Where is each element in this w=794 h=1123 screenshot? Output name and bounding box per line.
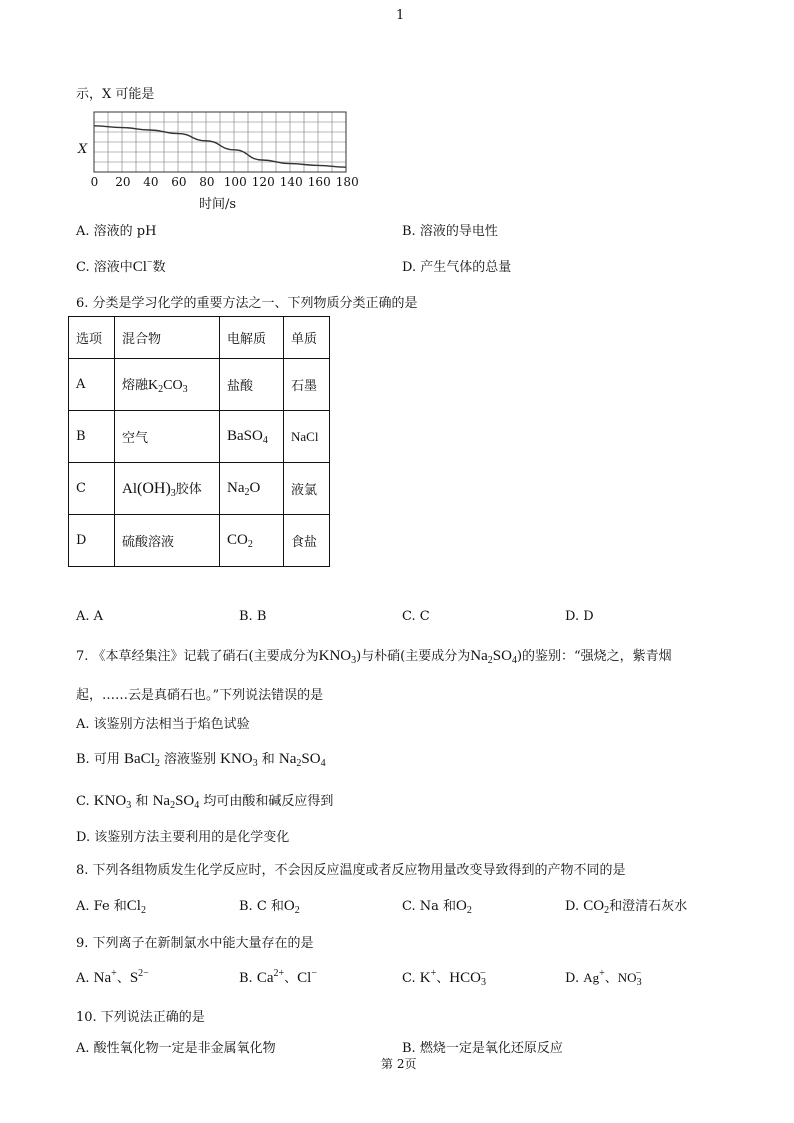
- table-cell-option: B: [69, 411, 115, 463]
- q9-option-c: C. K+、$HCO_3^-$: [402, 968, 486, 988]
- graph-x-tick-label: 80: [199, 175, 215, 189]
- q6-answer-d: D. D: [565, 609, 594, 624]
- table-header-cell: 选项: [69, 317, 115, 359]
- table-row: [69, 515, 330, 567]
- table-cell-option: C: [69, 463, 115, 515]
- table-header-cell: 单质: [284, 317, 330, 359]
- table-row: [69, 463, 330, 515]
- table-header-cell: 混合物: [115, 317, 220, 359]
- q8-option-d: D. $CO_2$和澄清石灰水: [565, 898, 688, 916]
- q7-option-d: D. 该鉴别方法主要利用的是化学变化: [76, 830, 290, 845]
- q5-option-a: A. 溶液的 pH: [76, 224, 157, 239]
- q9-option-a: A. Na+、$S^{2-}$: [76, 968, 149, 986]
- question-5-graph: [70, 108, 370, 212]
- q8-option-b: B. C 和$O_2$: [239, 898, 300, 916]
- classification-table: [68, 316, 330, 567]
- table-cell-element: 石墨: [284, 359, 330, 411]
- table-cell-element: NaCl: [284, 411, 330, 463]
- graph-x-tick-label: 120: [251, 175, 275, 189]
- question-5-stem: 示，X 可能是: [76, 87, 155, 102]
- question-7-stem-line1: 7. 《本草经集注》记载了硝石(主要成分为$KNO_3$)与朴硝(主要成分为$Na_2SO_4$)的鉴别：“强烧之，紫青烟: [76, 648, 672, 666]
- table-cell-element: 食盐: [284, 515, 330, 567]
- table-cell-electrolyte: BaSO$_4$: [220, 411, 284, 463]
- page-number-top: 1: [396, 8, 405, 23]
- graph-x-tick-label: 180: [335, 175, 359, 189]
- question-6-stem: 6. 分类是学习化学的重要方法之一、下列物质分类正确的是: [76, 296, 418, 311]
- graph-x-tick-label: 0: [90, 175, 99, 189]
- q5-option-c: C. 溶液中Cl−数: [76, 257, 166, 275]
- graph-x-tick-label: 140: [279, 175, 303, 189]
- q7-option-a: A. 该鉴别方法相当于焰色试验: [76, 717, 250, 732]
- question-7-stem-line2: 起，……云是真硝石也。”下列说法错误的是: [76, 688, 324, 703]
- table-cell-electrolyte: $CO_2$: [220, 515, 284, 567]
- graph-x-tick-label: 160: [307, 175, 331, 189]
- question-9-stem: 9. 下列离子在新制氯水中能大量存在的是: [76, 936, 314, 951]
- table-row: [69, 359, 330, 411]
- graph-x-tick-label: 60: [171, 175, 187, 189]
- table-cell-option: D: [69, 515, 115, 567]
- q7-option-c: C. $KNO_3$ 和 $Na_2SO_4$ 均可由酸和碱反应得到: [76, 793, 334, 811]
- table-cell-mixture: 硫酸溶液: [115, 515, 220, 567]
- table-cell-option: A: [69, 359, 115, 411]
- table-cell-electrolyte: 盐酸: [220, 359, 284, 411]
- q8-option-c: C. Na 和$O_2$: [402, 898, 472, 916]
- q5-option-b: B. 溶液的导电性: [402, 224, 498, 239]
- q9-option-b: B. $Ca^{2+}$、Cl−: [239, 968, 317, 986]
- table-cell-mixture: 熔融$K_2CO_3$: [115, 359, 220, 411]
- graph-x-tick-label: 20: [115, 175, 131, 189]
- page-footer: 第 2页: [381, 1057, 417, 1071]
- q7-option-b: B. 可用 BaCl$_2$ 溶液鉴别 $KNO_3$ 和 $Na_2SO_4$: [76, 751, 326, 769]
- graph-x-tick-label: 100: [223, 175, 247, 189]
- q9-option-d: D. Ag+、$NO_3^-$: [565, 968, 642, 988]
- q10-option-a: A. 酸性氧化物一定是非金属氧化物: [76, 1041, 276, 1056]
- q6-answer-a: A. A: [76, 609, 104, 624]
- graph-y-label: X: [78, 142, 88, 157]
- question-8-stem: 8. 下列各组物质发生化学反应时，不会因反应温度或者反应物用量改变导致得到的产物不同的是: [76, 863, 626, 878]
- q6-answer-c: C. C: [402, 609, 430, 624]
- q6-answer-b: B. B: [239, 609, 267, 624]
- table-cell-mixture: $Al(OH)_3$胶体: [115, 463, 220, 515]
- table-header-row: [69, 317, 330, 359]
- table-row: [69, 411, 330, 463]
- q5-option-d: D. 产生气体的总量: [402, 260, 512, 275]
- table-cell-mixture: 空气: [115, 411, 220, 463]
- q10-option-b: B. 燃烧一定是氧化还原反应: [402, 1041, 563, 1056]
- question-10-stem: 10. 下列说法正确的是: [76, 1010, 205, 1025]
- q8-option-a: A. Fe 和$Cl_2$: [76, 898, 146, 916]
- table-cell-element: 液氯: [284, 463, 330, 515]
- table-header-cell: 电解质: [220, 317, 284, 359]
- graph-x-tick-label: 40: [143, 175, 159, 189]
- table-cell-electrolyte: $Na_2O$: [220, 463, 284, 515]
- graph-x-label: 时间/s: [199, 197, 237, 212]
